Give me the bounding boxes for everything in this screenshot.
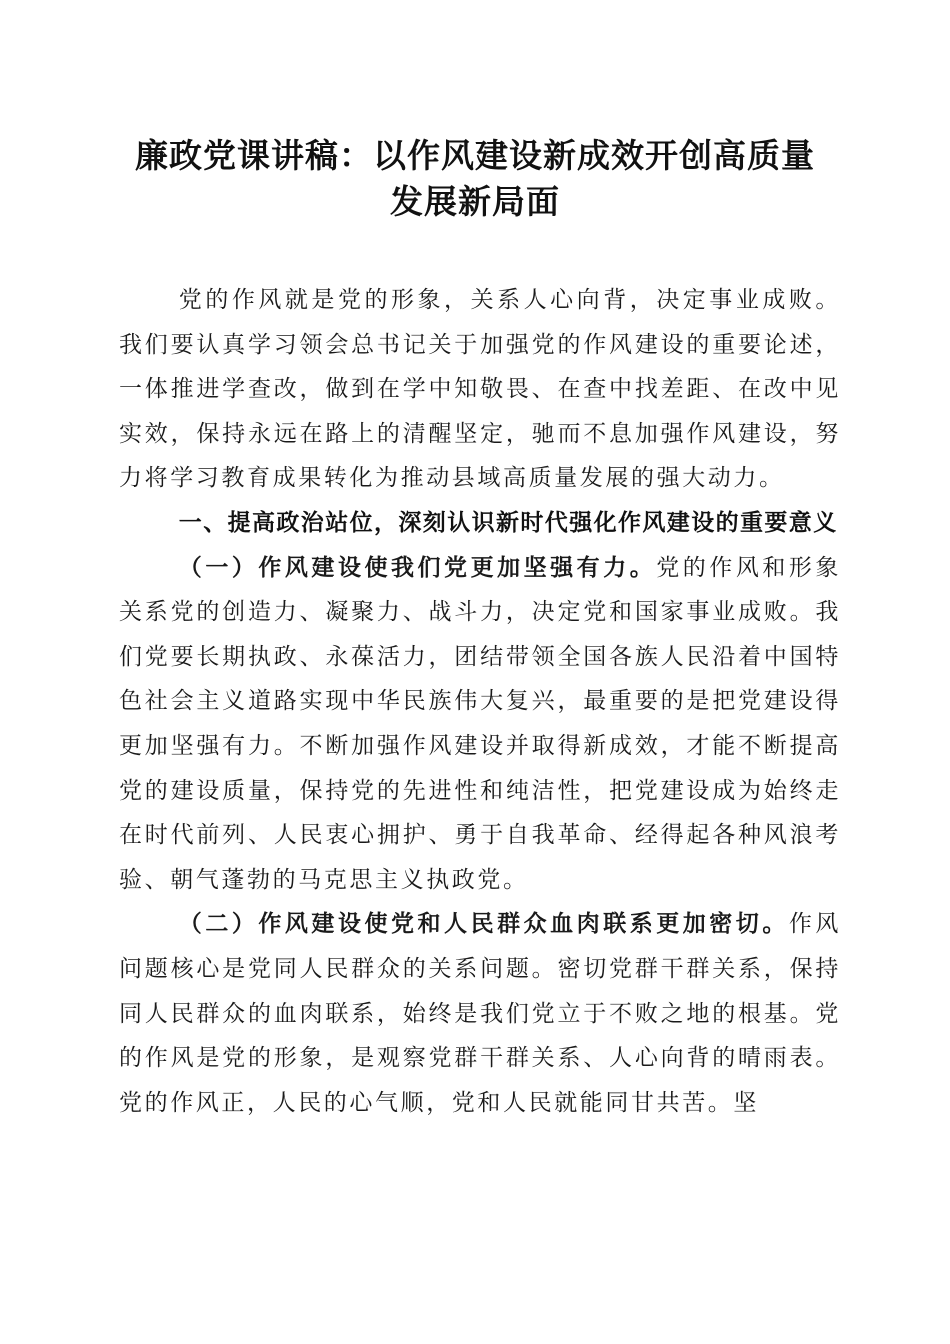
point-2-lead: （二）作风建设使党和人民群众血肉联系更加密切。 [178, 910, 789, 938]
point-1-paragraph [119, 546, 841, 903]
point-2-paragraph [119, 902, 841, 1125]
point-1-text: 党的作风和形象关系党的创造力、凝聚力、战斗力，决定党和国家事业成败。我们党要长期执政、永葆活力，团结带领全国各族人民沿着中国特色社会主义道路实现中华民族伟大复兴，最重要的是把党建设得更加坚强有力。不断加强作风建设并取得新成效，才能不断提高党的建设质量，保持党的先进性和纯洁性，把党建设成为始终走在时代前列、人民衷心拥护、勇于自我革命、经得起各种风浪考验、朝气蓬勃的马克思主义执政党。 [119, 554, 841, 893]
title-line-1: 廉政党课讲稿：以作风建设新成效开创高质量 [135, 136, 815, 175]
point-2-text: 作风问题核心是党同人民群众的关系问题。密切党群干群关系，保持同人民群众的血肉联系，始终是我们党立于不败之地的根基。党的作风是党的形象，是观察党群干群关系、人心向背的晴雨表。党的作风正，人民的心气顺，党和人民就能同甘共苦。坚 [119, 911, 841, 1116]
document-body [119, 278, 841, 1125]
intro-paragraph: 党的作风就是党的形象，关系人心向背，决定事业成败。我们要认真学习领会总书记关于加强党的作风建设的重要论述，一体推进学查改，做到在学中知敬畏、在查中找差距、在改中见实效，保持永远在路上的清醒坚定，驰而不息加强作风建设，努力将学习教育成果转化为推动县域高质量发展的强大动力。 [119, 287, 841, 492]
section-heading-1: 一、提高政治站位，深刻认识新时代强化作风建设的重要意义 [178, 509, 838, 536]
title-line-2: 发展新局面 [390, 182, 560, 221]
document-title [110, 133, 840, 225]
point-1-lead: （一）作风建设使我们党更加坚强有力。 [178, 553, 657, 581]
